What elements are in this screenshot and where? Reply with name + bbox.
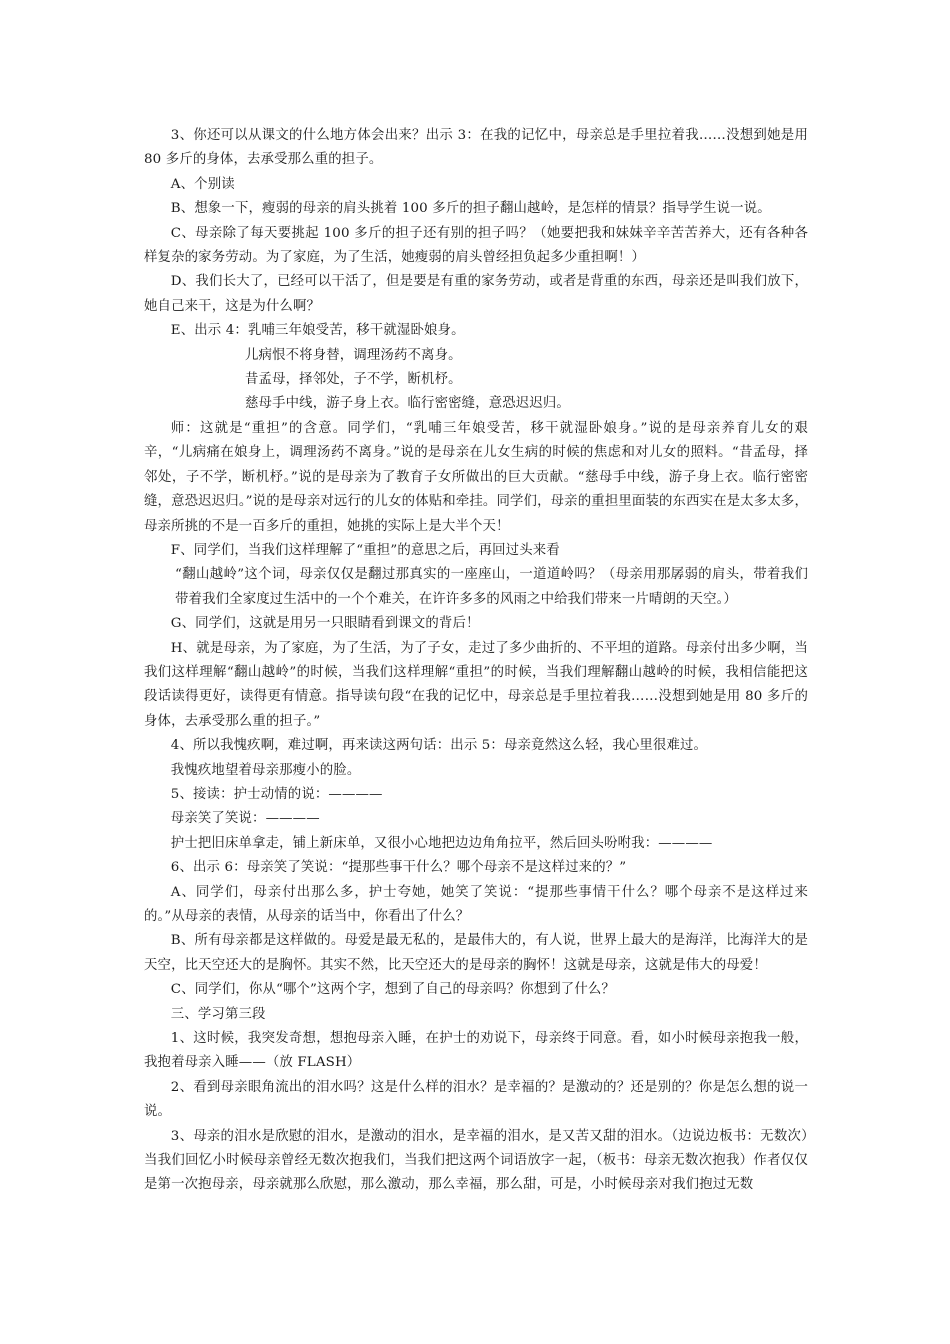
paragraph: C、同学们，你从“哪个”这两个字，想到了自己的母亲吗？你想到了什么？ bbox=[170, 982, 615, 998]
paragraph: 护士把旧床单拿走，铺上新床单，又很小心地把边边角角拉平，然后回头吩咐我：———— bbox=[170, 835, 713, 851]
paragraph: E、出示 4：乳哺三年娘受苦，移干就湿卧娘身。 bbox=[170, 323, 465, 339]
paragraph: 师：这就是“重担”的含意。同学们，“乳哺三年娘受苦，移干就湿卧娘身。”说的是母亲养育儿女的艰辛，“儿病痛在娘身上，调理汤药不离身。”说的是母亲在儿女生病的时候的焦虑和对儿女的照料。“昔孟母，择邻处，子不学，断机杼。”说的是母亲为了教育子女所做出的巨大贡献。“慈母手中线，游子身上衣。临行密密缝，意恐迟迟归。”说的是母亲对远行的儿女的体贴和牵挂。同学们，母亲的重担里面装的东西实在是太多太多，母亲所挑的不是一百多斤的重担，她挑的实际上是大半个天！ bbox=[144, 420, 808, 534]
paragraph: A、同学们，母亲付出那么多，护士夸她，她笑了笑说：“提那些事情干什么？哪个母亲不是这样过来的。”从母亲的表情，从母亲的话当中，你看出了什么？ bbox=[144, 884, 808, 924]
paragraph: 3、母亲的泪水是欣慰的泪水，是激动的泪水，是幸福的泪水，是又苦又甜的泪水。（边说边板书：无数次）当我们回忆小时候母亲曾经无数次抱我们，当我们把这两个词语放字一起，（板书：母亲无数次抱我）作者仅仅是第一次抱母亲，母亲就那么欣慰，那么激动，那么幸福，那么甜，可是，小时候母亲对我们抱过无数 bbox=[144, 1128, 808, 1193]
paragraph: A、个别读 bbox=[170, 176, 235, 192]
paragraph: F、同学们，当我们这样理解了“重担”的意思之后，再回过头来看 bbox=[170, 542, 560, 558]
paragraph: 三、学习第三段 bbox=[170, 1006, 266, 1022]
paragraph: 2、看到母亲眼角流出的泪水吗？这是什么样的泪水？是幸福的？是激动的？还是别的？你是怎么想的说一说。 bbox=[144, 1079, 808, 1120]
paragraph: 1、这时候，我突发奇想，想抱母亲入睡，在护士的劝说下，母亲终于同意。看，如小时候母亲抱我一般，我抱着母亲入睡——（放 FLASH） bbox=[144, 1031, 808, 1071]
document-body bbox=[144, 124, 808, 1198]
paragraph: H、就是母亲，为了家庭，为了生活，为了子女，走过了多少曲折的、不平坦的道路。母亲付出多少啊，当我们这样理解“翻山越岭”的时候，当我们这样理解“重担”的时候，当我们理解翻山越岭的时候，我相信能把这段话读得更好，读得更有情意。指导读句段“在我的记忆中，母亲总是手里拉着我……没想到她是用 80 多斤的身体，去承受那么重的担子。” bbox=[144, 640, 808, 729]
paragraph: “翻山越岭”这个词，母亲仅仅是翻过那真实的一座座山，一道道岭吗？（母亲用那孱弱的肩头，带着我们带着我们全家度过生活中的一个个难关，在许许多多的风雨之中给我们带来一片晴朗的天空。） bbox=[175, 567, 808, 607]
paragraph: 3、你还可以从课文的什么地方体会出来？出示 3：在我的记忆中，母亲总是手里拉着我……没想到她是用 80 多斤的身体，去承受那么重的担子。 bbox=[144, 128, 808, 168]
paragraph: C、母亲除了每天要挑起 100 多斤的担子还有别的担子吗？（她要把我和妹妹辛辛苦苦养大，还有各种各样复杂的家务劳动。为了家庭，为了生活，她瘦弱的肩头曾经担负起多少重担啊！） bbox=[144, 225, 808, 266]
paragraph: B、所有母亲都是这样做的。母爱是最无私的，是最伟大的，有人说，世界上最大的是海洋，比海洋大的是天空，比天空还大的是胸怀。其实不然，比天空还大的是母亲的胸怀！这就是母亲，这就是伟大的母爱！ bbox=[144, 933, 808, 973]
paragraph: 我愧疚地望着母亲那瘦小的脸。 bbox=[170, 762, 361, 778]
paragraph: 儿病恨不将身替，调理汤药不离身。 bbox=[245, 347, 462, 363]
paragraph: 昔孟母，择邻处，子不学，断机杼。 bbox=[245, 372, 462, 388]
paragraph: D、我们长大了，已经可以干活了，但是要是有重的家务劳动，或者是背重的东西，母亲还是叫我们放下，她自己来干，这是为什么啊？ bbox=[144, 274, 808, 314]
paragraph: 母亲笑了笑说：———— bbox=[170, 811, 320, 827]
paragraph: 慈母手中线，游子身上衣。临行密密缝，意恐迟迟归。 bbox=[245, 396, 570, 412]
paragraph: 5、接读：护士动情的说：———— bbox=[170, 786, 383, 802]
paragraph: 4、所以我愧疚啊，难过啊，再来读这两句话：出示 5：母亲竟然这么轻，我心里很难过。 bbox=[170, 738, 708, 754]
paragraph: B、想象一下，瘦弱的母亲的肩头挑着 100 多斤的担子翻山越岭，是怎样的情景？指导学生说一说。 bbox=[170, 201, 771, 217]
paragraph: 6、出示 6：母亲笑了笑说：“提那些事干什么？哪个母亲不是这样过来的？” bbox=[170, 860, 627, 876]
paragraph: G、同学们，这就是用另一只眼睛看到课文的背后！ bbox=[170, 616, 480, 632]
